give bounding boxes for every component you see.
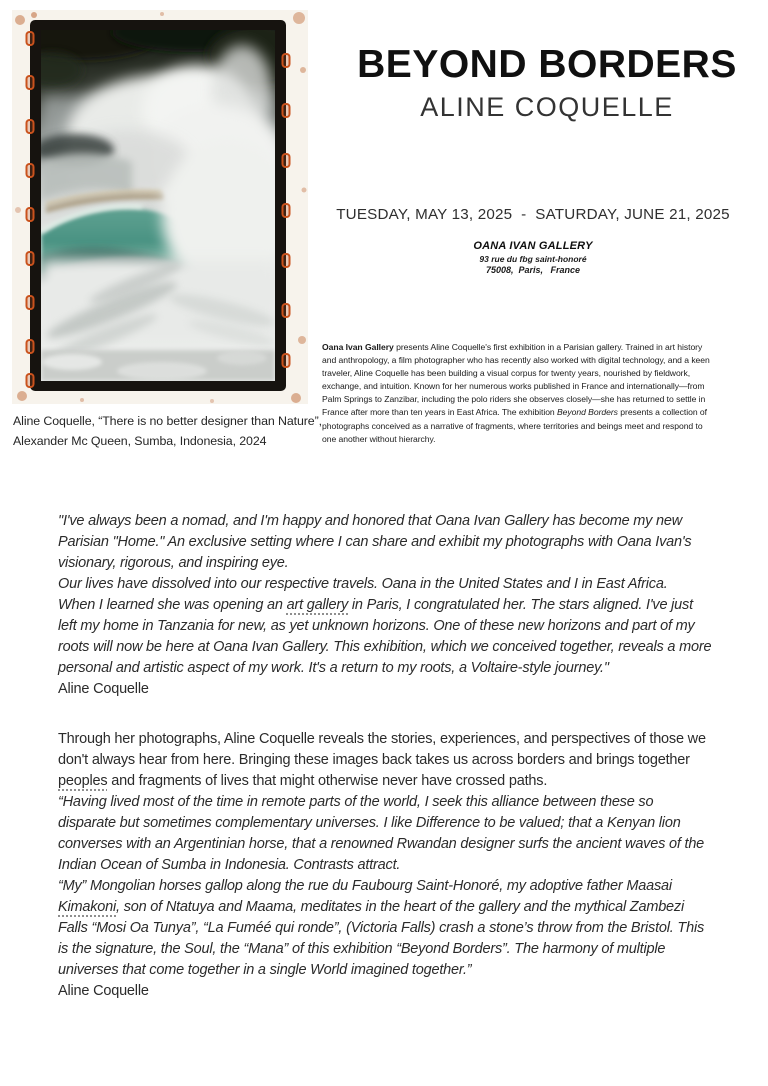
quote1-paragraph-1: "I've always been a nomad, and I'm happy and honored that Oana Ivan Gallery has become my new Parisian "Home." An exclusive setting where I can share and exhibit my photographs with Oana Ivan's visionary, rigorous, and inspiring eye. <box>58 513 692 571</box>
curator-pre: Through her photographs, Aline Coquelle reveals the stories, experiences, and perspectives of those we don't always hear from here. Bringing these images back takes us across borders and brings together <box>58 731 706 768</box>
signature-aline-coquelle: Aline Coquelle <box>58 681 149 697</box>
quote1-paragraph-2: Our lives have dissolved into our respective travels. Oana in the United States and I in East Africa. <box>58 576 668 592</box>
intro-text-b: presents a collection of photographs conceived as a narrative of fragments, where territories and beings meet and respond to one another without hierarchy. <box>322 407 707 444</box>
quote2-p2-pre: “My” Mongolian horses gallop along the rue du Faubourg Saint-Honoré, my adoptive father Maasai <box>58 878 672 894</box>
quote1-p3-post: in Paris, I congratulated her. The stars aligned. I've just left my home in Tanzania for new, as yet unknown horizons. One of these new horizons and part of my roots will now be here at Oana Ivan Gallery. This exhibition, which we conceived together, reveals a more personal and artistic aspect of my work. It's a return to my roots, a Voltaire-style journey." <box>58 597 712 676</box>
press-intro-paragraph <box>322 341 718 446</box>
artist-quote-2 <box>58 792 715 1002</box>
gallery-city: 75008, Paris, France <box>485 265 581 275</box>
caption-line-1: Aline Coquelle, “There is no better designer than Nature”, <box>13 414 322 428</box>
exhibition-title-inline: Beyond Borders <box>557 407 618 418</box>
exhibition-dates: TUESDAY, MAY 13, 2025 - SATURDAY, JUNE 21, 2025 <box>336 206 730 223</box>
signature-aline-coquelle: Aline Coquelle <box>58 983 149 999</box>
curator-paragraph <box>58 729 715 792</box>
gallery-address: 93 rue du fbg saint-honoré <box>479 254 587 264</box>
quote1-paragraph-3 <box>58 595 715 679</box>
caption-line-2: Alexander Mc Queen, Sumba, Indonesia, 2024 <box>13 433 267 448</box>
main-text <box>58 511 715 1002</box>
wave-photo-art <box>12 10 308 404</box>
artist-name: ALINE COQUELLE <box>420 92 674 122</box>
flagged-text-art-gallery: art gallery <box>286 597 349 613</box>
quote2-paragraph-1: “Having lived most of the time in remote parts of the world, I seek this alliance between these so disparate but sometimes complementary universes. I like Difference to be valued; that a Kenyan lion converses with an Argentinian horse, that a renowned Rwandan designer surfs the ancient waves of the Indian Ocean of Sumba in Indonesia. Contrasts attract. <box>58 794 705 873</box>
quote2-paragraph-2 <box>58 876 715 981</box>
flagged-text-peoples: peoples <box>58 773 108 789</box>
intro-text-a: presents Aline Coquelle's first exhibition in a Parisian gallery. Trained in art history and anthropology, a film photographer who has recently also worked with digital technology, and a keen traveler, Aline Coquelle has been building a visual corpus for twenty years, nourished by fieldwork, exchange, and intuition. Known for her numerous works published in France and internationally—from Palm Springs to Zanzibar, including the polo riders she observes closely—she has returned to settle in France after more than ten years in East Africa. The exhibition <box>322 342 710 418</box>
artist-quote-1 <box>58 511 715 700</box>
flagged-text-kimakoni: Kimakoni <box>58 899 117 915</box>
quote1-p3-pre: When I learned she was opening an <box>58 597 287 613</box>
quote2-p2-post: , son of Ntatuya and Maama, meditates in the heart of the gallery and the mythical Zambezi Falls “Mosi Oa Tunya”, “La Fuméé qui ronde”, (Victoria Falls) crash a stone’s throw from the Bristol. This is the signature, the Soul, the “Mana” of this exhibition “Beyond Borders”. The harmony of multiple universes that come together in a single World imagined together.” <box>58 899 705 978</box>
gallery-name: OANA IVAN GALLERY <box>473 240 593 252</box>
exhibition-photograph <box>12 10 308 404</box>
curator-post: and fragments of lives that might otherwise never have crossed paths. <box>107 773 548 789</box>
gallery-name-lead: Oana Ivan Gallery <box>322 342 394 352</box>
exhibition-title: BEYOND BORDERS <box>357 43 737 86</box>
wave-image <box>12 12 307 381</box>
photo-caption <box>13 412 353 451</box>
